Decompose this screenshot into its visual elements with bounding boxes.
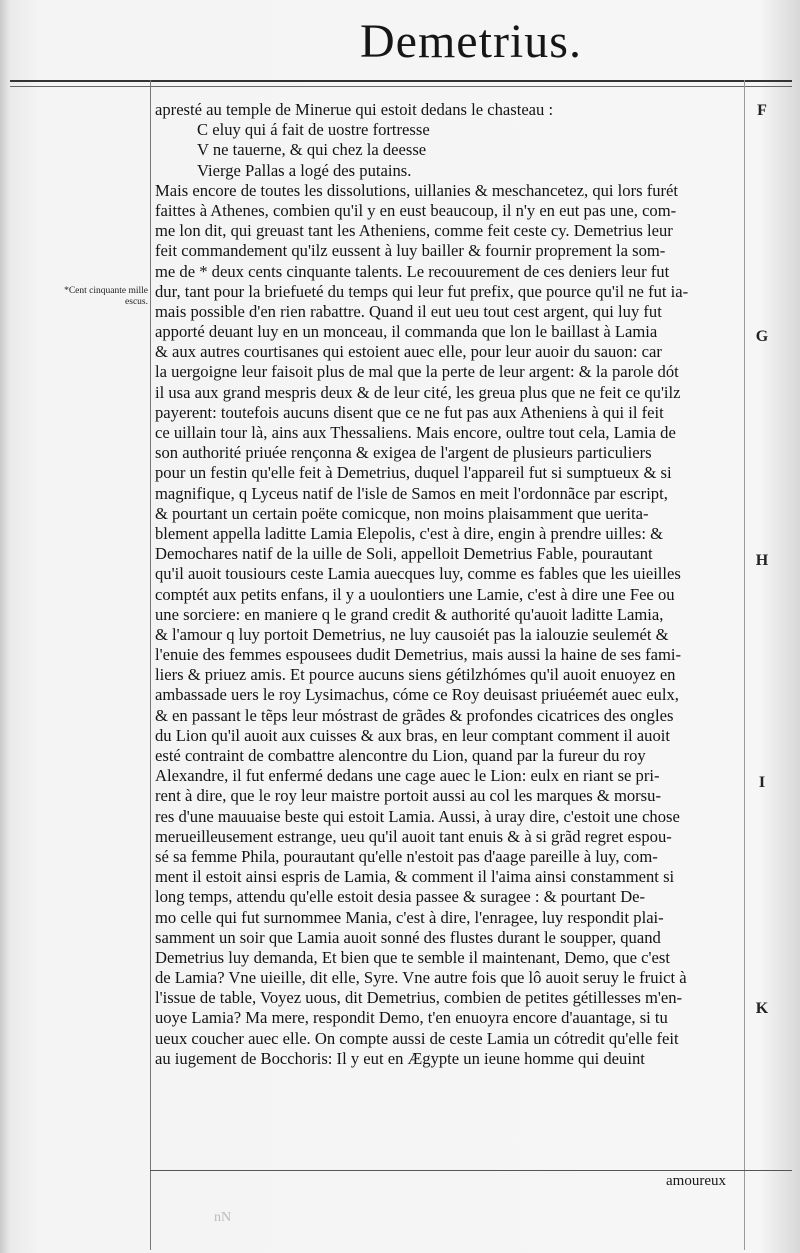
text-line: & en passant le tẽps leur móstrast de grãdes & profondes cicatrices des ongles [155,705,674,725]
text-line: sé sa femme Phila, pourautant qu'elle n'estoit pas d'aage pareille à luy, com- [155,846,658,866]
text-line: res d'une mauuaise beste qui estoit Lamia. Aussi, à uray dire, c'estoit une chose [155,806,680,826]
marginal-note: *Cent cinquante mille escus. [64,286,148,307]
text-line: Demochares natif de la uille de Soli, appelloit Demetrius Fable, pourautant [155,544,653,564]
text-line: au iugement de Bocchoris: Il y eut en Ægypte un ieune homme qui deuint [155,1048,645,1068]
text-line: & l'amour q luy portoit Demetrius, ne luy causoiét pas la ialouzie seulemét & [155,624,669,644]
text-line: me lon dit, qui greuast tant les Atheniens, comme feit ceste cy. Demetrius leur [155,221,673,241]
text-line: de Lamia? Vne uieille, dit elle, Syre. Vne autre fois que lô auoit seruy le fruict à [155,968,687,988]
text-line: faittes à Athenes, combien qu'il y en eust beaucoup, il n'y en eut pas une, com- [155,200,677,220]
left-margin-rule [150,80,151,1250]
text-line: C eluy qui á fait de uostre fortresse [197,120,430,140]
text-line: me de * deux cents cinquante talents. Le recouurement de ces deniers leur fut [155,261,670,281]
text-line: payerent: toutefois aucuns disent que ce ne fut pas aux Atheniens à qui il feit [155,402,664,422]
text-line: comptét aux petits enfans, il y a uoulontiers une Lamie, c'est à dire une Fee ou [155,584,675,604]
text-line: V ne tauerne, & qui chez la deesse [197,140,427,160]
text-line: Vierge Pallas a logé des putains. [197,160,412,180]
text-line: liers & priuez amis. Et pource aucuns siens gétilzhómes qu'il auoit enuoyez en [155,665,676,685]
margin-letter-f: F [757,102,767,119]
margin-letter-k: K [755,1000,769,1017]
text-line: il usa aux grand mespris deux & de leur cité, les greua plus que ne feit ce qu'ilz [155,382,681,402]
margin-letter-i: I [758,774,766,791]
right-margin-rule [744,80,745,1250]
text-line: ment il estoit ainsi espris de Lamia, & comment il l'aima ainsi constamment si [155,867,675,887]
text-line: qu'il auoit tousiours ceste Lamia auecques luy, comme es fables que les uieilles [155,564,681,584]
bleed-through-text: nN [214,1210,232,1225]
text-line: blement appella laditte Lamia Elepolis, c'est à dire, engin à prendre uilles: & [155,523,663,543]
text-line: une sorciere: en maniere q le grand credit & authorité qu'auoit laditte Lamia, [155,604,664,624]
text-line: dur, tant pour la briefueté du temps qui leur fut prefix, que pource qu'il ne fut ia- [155,281,689,301]
header-rule-thin [10,86,792,87]
text-line: Mais encore de toutes les dissolutions, uillanies & meschancetez, qui lors furét [155,180,679,200]
text-line: rent à dire, que le roy leur maistre portoit aussi au col les marques & morsu- [155,786,661,806]
text-line: Demetrius luy demanda, Et bien que te semble il maintenant, Demo, que c'est [155,947,670,967]
text-line: magnifique, q Lyceus natif de l'isle de Samos en meit l'ordonnãce par escript, [155,483,668,503]
running-head: Demetrius. [360,15,582,68]
text-line: samment un soir que Lamia auoit sonné des flustes durant le soupper, quand [155,927,661,947]
text-line: du Lion qu'il auoit aux cuisses & aux bras, en leur comptant comment il auoit [155,725,670,745]
text-line: esté contraint de combattre alencontre du Lion, quand par la fureur du roy [155,746,646,765]
text-line: feit commandement qu'ilz eussent à luy bailler & fournir proprement la som- [155,241,666,261]
text-line: & pourtant un certain poëte comicque, non moins plaisamment que uerita- [155,503,649,523]
text-line: & aux autres courtisanes qui estoient auec elle, pour leur auoir du sauon: car [155,342,662,362]
margin-letter-g: G [755,328,769,345]
text-line: long temps, attendu qu'elle estoit desia passee & suragee : & pourtant De- [155,887,646,907]
text-line: apporté deuant luy en un monceau, il commanda que lon le baillast à Lamia [155,322,658,342]
text-line: uoye Lamia? Ma mere, respondit Demo, t'en enuoyra encore d'auantage, si tu [155,1008,668,1028]
text-line: l'issue de table, Voyez uous, dit Demetrius, combien de petites gétillesses m'en- [155,988,683,1008]
text-line: la uergoigne leur faisoit plus de mal que la perte de leur argent: & la parole dót [155,362,679,382]
text-line: ambassade uers le roy Lysimachus, cóme ce Roy deuisast priuéemét auec eulx, [155,685,679,705]
text-line: Alexandre, il fut enfermé dedans une cage auec le Lion: eulx en riant se pri- [155,766,660,786]
body-text [155,100,743,1069]
catchword: amoureux [666,1173,726,1189]
text-line: son authorité priuée rençonna & exigea de l'argent de plusieurs particuliers [155,443,652,463]
text-line: mais possible d'en rien rabattre. Quand il eut ueu tout cest argent, qui luy fut [155,301,662,321]
text-line: merueilleusement estrange, ueu qu'il auoit tant enuis & à si grãd regret espou- [155,826,672,846]
text-line: l'enuie des femmes espousees dudit Demetrius, mais aussi la haine de ses fami- [155,645,682,665]
footer-rule [150,1170,792,1171]
header-rule [10,80,792,82]
text-line: apresté au temple de Minerue qui estoit dedans le chasteau : [155,100,554,119]
text-line: pour un festin qu'elle feit à Demetrius, duquel l'appareil fut si sumptueux & si [155,463,672,483]
text-line: ce uillain tour là, ains aux Thessaliens. Mais encore, oultre tout cela, Lamia de [155,423,676,442]
margin-letter-h: H [755,552,769,569]
text-line: ueux coucher auec elle. On compte aussi de ceste Lamia un cótredit qu'elle feit [155,1028,679,1048]
text-line: mo celle qui fut surnommee Mania, c'est à dire, l'enragee, luy respondit plai- [155,907,664,927]
